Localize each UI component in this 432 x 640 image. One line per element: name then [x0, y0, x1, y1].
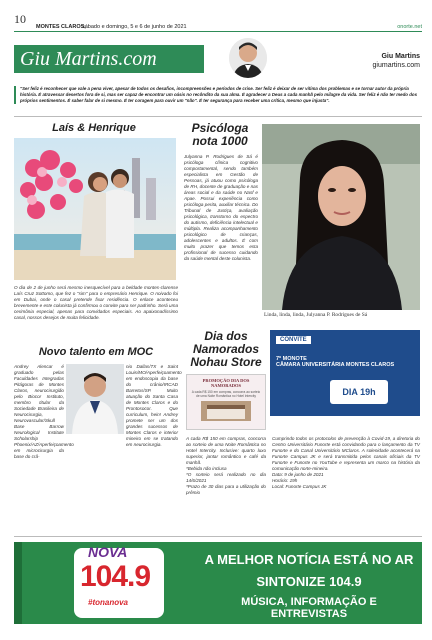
ad-line-2: SINTONIZE 104.9 — [256, 574, 362, 589]
psych-headline-line2: nota 1000 — [192, 134, 248, 148]
psych-photo — [262, 124, 420, 310]
ad-line-3: MÚSICA, INFORMAÇÃO E ENTREVISTAS — [241, 596, 377, 620]
moc-headline: Novo talento em MOC — [38, 346, 154, 358]
flyer-text: A cada R$ 150 em compras, concorra ao sorteio de uma Noite Romântica no Hotel Intercity — [191, 390, 261, 398]
radio-frequency: 104.9 — [80, 560, 151, 593]
store-headline-line3: Nohau Store — [190, 355, 262, 369]
column-banner — [14, 45, 204, 73]
column-quote: "Ser feliz é reconhecer que vale a pena viver, apesar de todos os desafios, incompreensões e períodos de crise. Ser feliz é deixar de ser vítima dos problemas e se tornar autor da própria história. É atravessar desertos fora de si, mas ser capaz de encontrar um oásis no recôndito da sua alma. É agradecer a Deus a cada manhã pelo milagre da vida. Ser feliz é não ter medo dos próprios sentimentos. É saber falar de si mesmo. É ter coragem para ouvir um "não". É ter segurança para receber uma crítica, mesmo que injusta". — [14, 86, 422, 104]
promo-title: 7ª MONOTE CÂMARA UNIVERSITÁRIA MONTES CLAROS — [276, 356, 395, 368]
page-number: 10 — [14, 12, 26, 26]
masthead: MONTES CLAROS, — [36, 24, 86, 30]
radio-brand: NOVA — [88, 544, 128, 560]
radio-hashtag: #tonanova — [88, 598, 129, 607]
couple-body: O dia de 2 de junho será mesmo inesquecível para a beldade montes-clarense Laís Cruz Sottomo, que fez o "sim" para o empresário Henrique. O noivado foi em Dubai, onde o casal pretende fixar residência. O enlace aconteceu brevemente e este colunista já confirmou o convite para ser padrinho. Será uma cerimônia especial, apenas para convidados especiais. Ao apaixonadíssimo casal, nossos desejos de muita felicidade. — [14, 285, 178, 320]
couple-headline: Laís & Henrique — [52, 122, 136, 134]
store-headline — [186, 330, 266, 369]
moc-body-col2: nio Dallas/TX e Saint Louis/MO/Aperfeiçoamento em endoscopia da base do crânio/IRCAD Barretos/SP. Muito atuação do Santa Casa de Montes Claros e do Prontosocor. Que curriculum, hein! Andrey promete ser um dos grandes sucessos de Montes Claros e interior mineiro em se tratando em neurocirurgia. — [126, 364, 182, 447]
author-portrait — [229, 38, 267, 78]
convite-promo — [270, 330, 420, 430]
author-block — [373, 52, 420, 70]
page-header — [14, 12, 422, 32]
couple-photo — [14, 138, 176, 280]
psych-photo-image — [262, 124, 420, 310]
store-headline-line1: Dia dos — [204, 329, 248, 343]
divider-bottom — [14, 536, 422, 537]
column-title: Giu Martins.com — [20, 47, 157, 70]
issue-date: sábado e domingo, 5 e 6 de junho de 2021 — [82, 24, 187, 30]
promo-sponsors-strip — [270, 416, 420, 430]
author-portrait-image — [229, 38, 267, 78]
author-name: Giu Martins — [381, 53, 420, 60]
flyer-title: PROMOÇÃO DIA DOS NAMORADOS — [202, 378, 250, 388]
psych-headline-line1: Psicóloga — [191, 121, 249, 135]
psych-headline — [180, 122, 260, 148]
psych-caption: Linda, linda, linda, Julyanna P. Rodrigues de Sá — [264, 312, 368, 318]
flyer-room-image — [201, 401, 251, 421]
store-headline-line2: Namorados — [192, 342, 260, 356]
psych-body: Julyanna P. Rodrigues de Sá é psicóloga clínica cognitivo comportamental, sendo também especialista em Gestão de Pessoas, já atuou como psicóloga de RH, docente de graduação e nas áreas social e da saúde no Nasf e Apae. Possui experiência como psicóloga perita, auxiliar técnica. Do Tribunal de Justiça, avaliação psicológica, transtorno do espectro do autismo, deficiência intelectual e múltipla. Realiza acompanhamento psicológico de crianças, adolescentes e adultos. É com muito prazer que temos esta profissional de sucesso cuidando da saúde mental deste colunista. — [184, 154, 258, 261]
radio-advertisement[interactable] — [14, 542, 422, 624]
ad-stripe — [14, 542, 22, 624]
site-link[interactable]: onorte.net — [397, 24, 422, 30]
promo-label: CONVITE — [276, 336, 311, 344]
store-flyer — [186, 374, 266, 430]
author-site[interactable]: giumartins.com — [372, 62, 420, 69]
couple-photo-image — [14, 138, 176, 280]
divider — [14, 116, 422, 117]
doctor-photo — [66, 364, 124, 434]
moc-body-col1: Andrey Alencar é graduado pelas Faculdades Integradas Pitágoras de Montes Claros, neurocirurgião pelo Biocor Instituto, membro titular da Sociedade Brasileira de Neurocirurgia, Neurovascular/Skull Base Barrow Neurological Institute Scholarship Phoenix/AZ/Aperfeiçoamento em microcirurgia da base do crâ- — [14, 364, 74, 459]
promo-date: DIA 19h — [330, 380, 388, 404]
doctor-photo-image — [66, 364, 124, 434]
convite-body: Cumprindo todos os protocolos de prevenção à Covid-19, a diretoria do Centro Universitário Funorte está convidando para o lançamento da TV Funorte e do Canal Universitário MClaros. A solenidade acontecerá na Funorte Campus JK e será transmitida pelos canais oficiais da TV Funorte e Funorte no YouTube e representa um marco na história da comunicação norte-mineira. Data: 9 de junho de 2021 Horário: 19h Local: Funorte Campus JK — [272, 436, 420, 489]
store-body: A cada R$ 150 em compras, concorra ao sorteio de uma Noite Romântica no Hotel Intercity. Inclusive: quarto luxo superior, jantar romântico e café da manhã. *Bebida não inclusa *O sorteio será realizado no dia 14/6/2021 *Prazo de 30 dias para a utilização do prêmio — [186, 436, 266, 495]
ad-line-1: A MELHOR NOTÍCIA ESTÁ NO AR — [204, 552, 414, 567]
